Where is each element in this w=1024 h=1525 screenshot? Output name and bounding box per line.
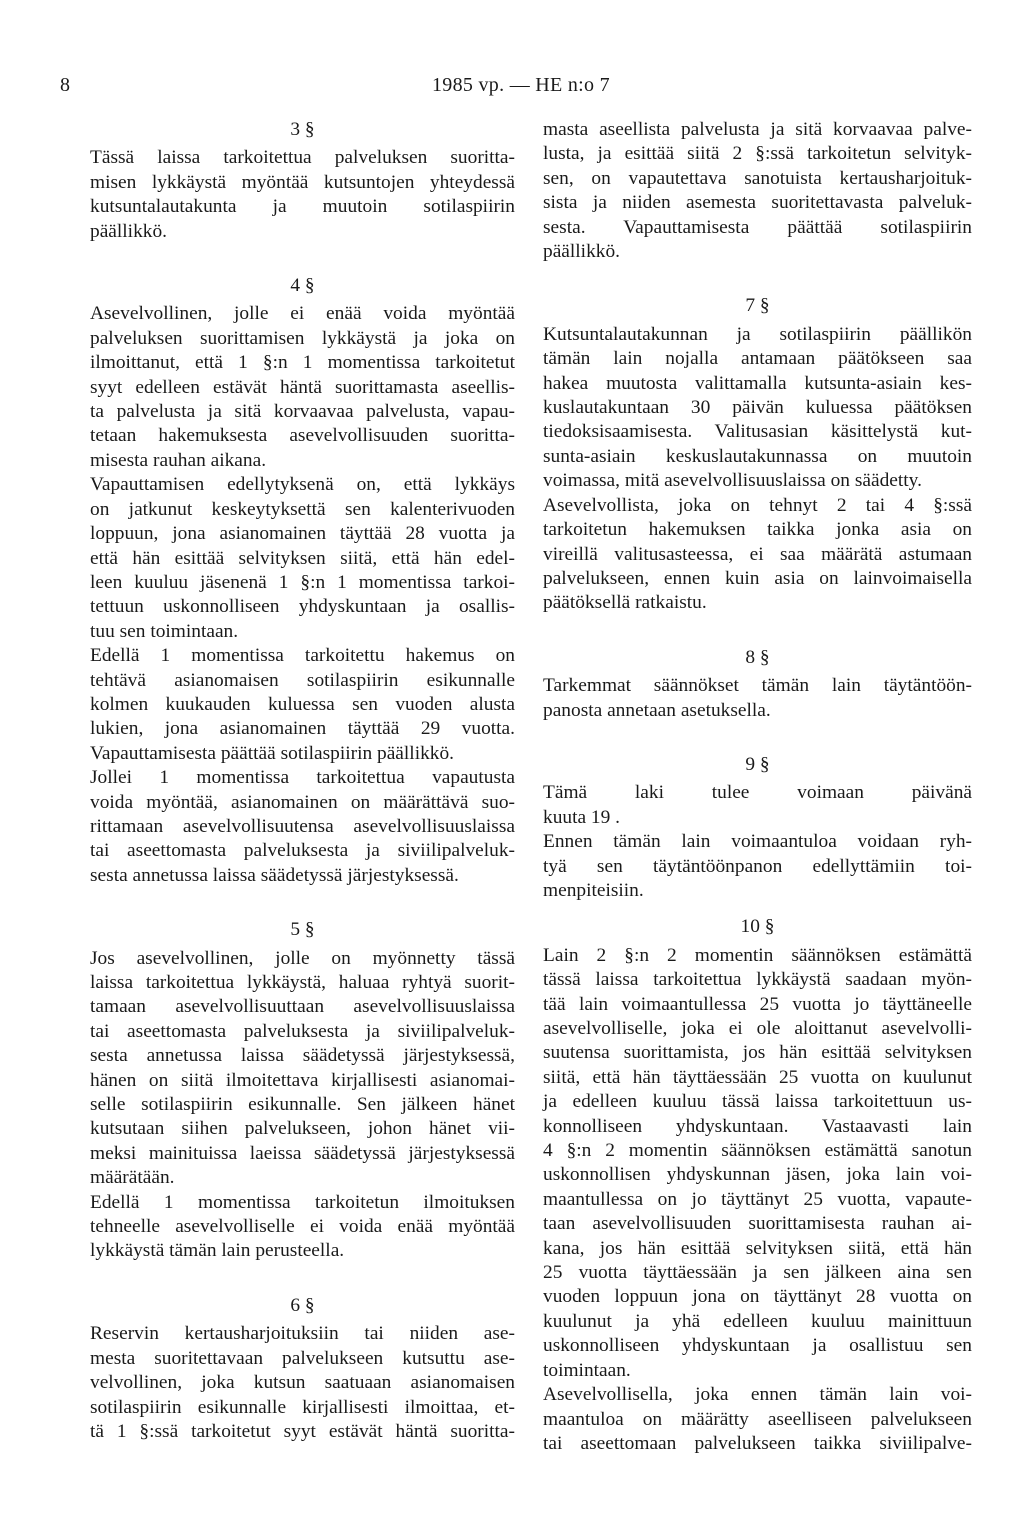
- text-line: menpiteisiin.: [543, 879, 644, 901]
- text-line: tettuun uskonnolliseen yhdyskuntaan ja osallis-: [90, 596, 515, 618]
- text-line: Jos asevelvollinen, jolle on myönnetty tässä: [90, 947, 515, 969]
- text-line: misesta rauhan aikana.: [90, 449, 267, 471]
- text-line: tämän lain nojalla antamaan päätökseen saa: [543, 348, 972, 370]
- text-line: rittamaan asevelvollisuutensa asevelvollisuuslaissa: [90, 815, 515, 837]
- paragraph: [90, 146, 515, 244]
- text-line: määrätään.: [90, 1167, 175, 1189]
- text-line: Asevelvollista, joka on tehnyt 2 tai 4 §:ssä: [543, 494, 972, 516]
- text-line: Jollei 1 momentissa tarkoitettua vapautusta: [90, 767, 515, 789]
- text-line: Kutsuntalautakunnan ja sotilaspiirin päällikön: [543, 323, 972, 345]
- paragraph: [90, 1191, 515, 1264]
- text-line: meksi mainituissa laeissa säädetyssä järjestyksessä: [90, 1142, 515, 1164]
- paragraph: [90, 644, 515, 766]
- text-line: tamaan asevelvollisuuttaan asevelvollisuuslaissa: [90, 996, 515, 1018]
- text-line: Ennen tämän lain voimaantuloa voidaan ryh-: [543, 831, 972, 853]
- text-line: voida myöntää, asianomainen on määrättävä suo-: [90, 791, 515, 813]
- text-line: kutsuntalautakunta ja muutoin sotilaspiirin: [90, 196, 515, 218]
- text-line: Asevelvollinen, jolle ei enää voida myöntää: [90, 303, 515, 325]
- text-line: Reservin kertausharjoituksiin tai niiden ase-: [90, 1323, 515, 1345]
- text-line: tuu sen toimintaan.: [90, 620, 239, 642]
- text-line: loppuun, jona asianomainen täyttää 28 vuotta ja: [90, 523, 515, 545]
- text-line: ja edelleen kuuluu tässä laissa tarkoitettuun us-: [543, 1091, 972, 1113]
- text-line: masta aseellista palvelusta ja sitä korvaavaa palve-: [543, 119, 972, 140]
- paragraph: [543, 674, 972, 723]
- text-line: tässä laissa tarkoitettua lykkäystä saadaan myön-: [543, 969, 972, 991]
- section-heading-5: 5 §: [290, 919, 315, 941]
- text-line: että hän esittää selvityksen siitä, että hän edel-: [90, 547, 515, 569]
- paragraph: [90, 947, 515, 1191]
- text-line: Vapauttamisesta päättää sotilaspiirin päällikkö.: [90, 742, 455, 764]
- text-line: tä 1 §:ssä tarkoitetut syyt estävät häntä suoritta-: [90, 1420, 515, 1442]
- text-line: sen, on vapautettava sanotuista kertausharjoituk-: [543, 167, 972, 189]
- text-line: selle sotilaspiirin esikunnalle. Sen jälkeen hänet: [90, 1094, 515, 1116]
- section-heading-7: 7 §: [745, 295, 770, 317]
- section-heading-10: 10 §: [740, 916, 775, 938]
- text-line: ta palvelusta ja sitä korvaavaa palvelusta, vapau-: [90, 401, 515, 423]
- right-column: [543, 118, 972, 1456]
- text-line: Tämä laki tulee voimaan päivänä: [543, 782, 972, 804]
- text-line: hänen on siitä ilmoitettava kirjallisesti asianomai-: [90, 1069, 515, 1091]
- text-line: palveluksen suorittamisen lykkäystä ja joka on: [90, 327, 515, 349]
- text-line: kuuta 19 .: [543, 806, 621, 828]
- text-line: sesta annetussa laissa säädetyssä järjestyksessä,: [90, 1045, 515, 1067]
- text-line: Edellä 1 momentissa tarkoitetun ilmoituksen: [90, 1191, 515, 1213]
- paragraph: [543, 323, 972, 494]
- text-line: tarkoitetun hakemuksen taikka jonka asia on: [543, 519, 972, 541]
- text-line: misen lykkäystä myöntää kutsuntojen yhteydessä: [90, 171, 515, 193]
- text-line: lukien, jona asianomainen täyttää 29 vuotta.: [90, 718, 515, 740]
- text-line: sotilaspiirin esikunnalle kirjallisesti ilmoittaa, et-: [90, 1396, 515, 1418]
- text-line: tai aseettomaan palvelukseen taikka siviilipalve-: [543, 1432, 972, 1454]
- paragraph: [90, 302, 515, 473]
- paragraph: [543, 494, 972, 616]
- text-line: kolmen kuukauden kuluessa sen vuoden alusta: [90, 693, 515, 715]
- paragraph: [543, 830, 972, 903]
- text-line: hakea muutosta valittamalla kutsunta-asiain kes-: [543, 372, 972, 394]
- text-line: leen kuuluu jäsenenä 1 §:n 1 momentissa tarkoi-: [90, 571, 515, 593]
- text-line: Tässä laissa tarkoitettua palveluksen suoritta-: [90, 147, 515, 169]
- text-line: maantullessa on jo täyttänyt 25 vuotta, vapaute-: [543, 1188, 972, 1210]
- text-line: uskonnolliseen yhdyskuntaan ja osallistuu sen: [543, 1335, 972, 1357]
- text-line: Asevelvollisella, joka ennen tämän lain voi-: [543, 1384, 972, 1406]
- text-line: Lain 2 §:n 2 momentin säännöksen estämättä: [543, 944, 972, 966]
- paragraph-continued: [543, 118, 972, 264]
- section-heading-4: 4 §: [290, 275, 315, 297]
- text-line: tetaan hakemuksesta asevelvollisuuden suoritta-: [90, 425, 515, 447]
- text-line: Vapauttamisen edellytyksenä on, että lykkäys: [90, 474, 515, 496]
- text-line: kuulunut ja yhä edelleen kuuluu mainittuun: [543, 1310, 972, 1332]
- text-line: maantuloa on määrätty aseelliseen palvelukseen: [543, 1408, 972, 1430]
- left-column: [90, 118, 515, 1444]
- text-line: sesta annetussa laissa säädetyssä järjestyksessä.: [90, 864, 459, 886]
- paragraph: [90, 766, 515, 888]
- paragraph: [90, 473, 515, 644]
- text-line: Edellä 1 momentissa tarkoitettu hakemus on: [90, 645, 515, 667]
- text-line: uskonnollisen yhdyskunnan jäsen, joka lain voi-: [543, 1164, 972, 1186]
- text-line: konnolliseen yhdyskuntaan. Vastaavasti lain: [543, 1115, 972, 1137]
- section-heading-8: 8 §: [745, 646, 770, 668]
- text-line: kuslautakuntaan 30 päivän kuluessa päätöksen: [543, 397, 972, 419]
- text-line: Tarkemmat säännökset tämän lain täytäntöön-: [543, 675, 972, 697]
- text-line: palvelukseen, ennen kuin asia on lainvoimaisella: [543, 567, 972, 589]
- text-line: on jatkunut keskeytyksettä sen kalenterivuoden: [90, 498, 515, 520]
- page-header: [60, 74, 964, 104]
- section-heading-9: 9 §: [745, 753, 770, 775]
- text-line: asevelvolliselle, joka ei ole aloittanut asevelvolli-: [543, 1018, 972, 1039]
- text-line: 4 §:n 2 momentin säännöksen estämättä sanotun: [543, 1140, 972, 1162]
- text-line: päätöksellä ratkaistu.: [543, 592, 707, 614]
- text-line: lykkäystä tämän lain perusteella.: [90, 1240, 345, 1262]
- text-line: vuoden loppuun jona on täyttänyt 28 vuotta on: [543, 1286, 972, 1308]
- section-heading-6: 6 §: [290, 1294, 315, 1316]
- text-line: panosta annetaan asetuksella.: [543, 699, 771, 721]
- paragraph: [543, 944, 972, 1383]
- text-line: sista ja niiden asemesta suoritettavasta palveluk-: [543, 192, 972, 214]
- text-line: kutsutaan siihen palvelukseen, johon hänet vii-: [90, 1118, 515, 1140]
- text-line: lusta, ja esittää siitä 2 §:ssä tarkoitetun selvityk-: [543, 143, 972, 165]
- text-line: velvollinen, joka kutsun saatuaan asianomaisen: [90, 1372, 515, 1394]
- text-line: laissa tarkoitettua lykkäystä, haluaa ryhtyä suorit-: [90, 972, 515, 993]
- text-line: tai aseettomasta palveluksesta ja siviilipalveluk-: [90, 840, 515, 862]
- section-heading-3: 3 §: [290, 119, 315, 140]
- paragraph: [90, 1322, 515, 1444]
- text-line: syyt edelleen estävät häntä suorittamasta aseellis-: [90, 376, 515, 398]
- text-line: toimintaan.: [543, 1359, 631, 1381]
- text-line: suutensa suorittamista, jos hän esittää selvityksen: [543, 1042, 972, 1064]
- text-line: taan asevelvollisuuden suorittamisesta rauhan ai-: [543, 1213, 972, 1235]
- text-line: tiedoksisaamisesta. Valitusasian käsittelystä kut-: [543, 421, 972, 443]
- text-line: kana, jos hän esittää selvityksen siitä, että hän: [543, 1237, 972, 1259]
- text-line: sunta-asiain keskuslautakunnassa on muutoin: [543, 445, 972, 467]
- text-line: tää lain voimaantullessa 25 vuotta jo täyttäneelle: [543, 993, 972, 1015]
- text-line: siitä, että hän täyttäessään 25 vuotta on kuulunut: [543, 1066, 972, 1088]
- text-line: ilmoittanut, että 1 §:n 1 momentissa tarkoitetut: [90, 352, 515, 374]
- page-number: 8: [60, 74, 70, 96]
- text-line: vireillä valitusasteessa, ei saa määrätä astumaan: [543, 543, 972, 565]
- text-line: mesta suoritettavaan palvelukseen kutsuttu ase-: [90, 1347, 515, 1369]
- text-line: tai aseettomasta palveluksesta ja siviilipalveluk-: [90, 1020, 515, 1042]
- text-line: voimassa, mitä asevelvollisuuslaissa on säädetty.: [543, 470, 922, 492]
- paragraph: [543, 781, 972, 830]
- text-line: 25 vuotta täyttäessään ja sen jälkeen aina sen: [543, 1262, 972, 1284]
- text-line: tyä sen täytäntöönpanon edellyttämiin toi-: [543, 855, 972, 877]
- paragraph: [543, 1383, 972, 1456]
- text-line: tehtävä asianomaisen sotilaspiirin esikunnalle: [90, 669, 515, 691]
- text-line: tehneelle asevelvolliselle ei voida enää myöntää: [90, 1216, 515, 1238]
- running-title: 1985 vp. — HE n:o 7: [432, 74, 610, 96]
- text-line: päällikkö.: [543, 241, 621, 263]
- text-line: sesta. Vapauttamisesta päättää sotilaspiirin: [543, 216, 972, 238]
- text-line: päällikkö.: [90, 220, 168, 242]
